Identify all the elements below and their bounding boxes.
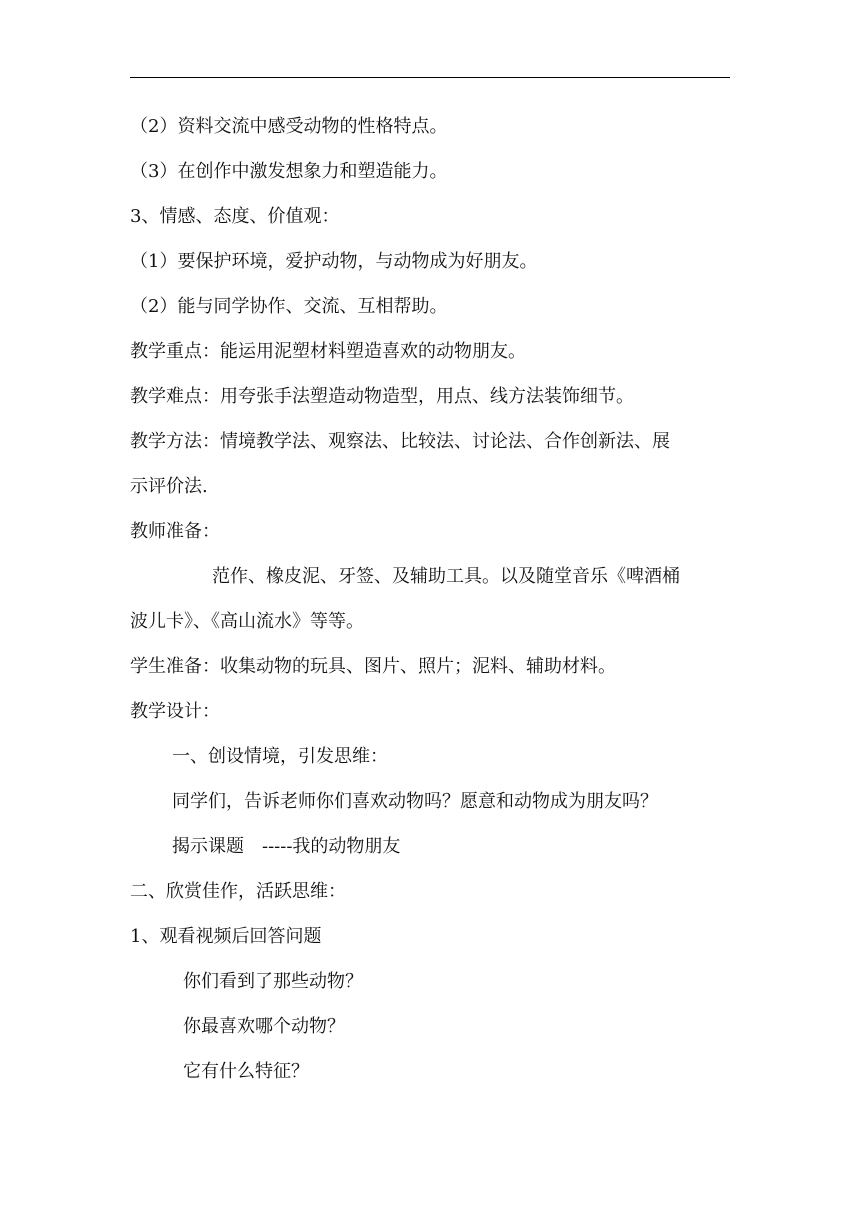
teaching-methods: 教学方法：情境教学法、观察法、比较法、讨论法、合作创新法、展 [130,431,670,452]
question-2: 你最喜欢哪个动物？ [183,1016,345,1037]
text-line-value-2: （2）能与同学协作、交流、互相帮助。 [130,296,448,317]
question-3: 它有什么特征？ [183,1061,309,1082]
teacher-prep-text: 范作、橡皮泥、牙签、及辅助工具。以及随堂音乐《啤酒桶 [212,566,680,587]
heading-emotion-values: 3、情感、态度、价值观： [130,206,340,227]
text-line-value-1: （1）要保护环境，爱护动物，与动物成为好朋友。 [130,251,538,272]
text-line-goal-2: （2）资料交流中感受动物的性格特点。 [130,116,448,137]
text-line-goal-3: （3）在创作中激发想象力和塑造能力。 [130,161,448,182]
teacher-prep-heading: 教师准备： [130,521,220,542]
student-prep: 学生准备：收集动物的玩具、图片、照片；泥料、辅助材料。 [130,656,616,677]
section-2-item-1: 1、观看视频后回答问题 [130,926,322,947]
teacher-prep-text-cont: 波儿卡》、《高山流水》等等。 [130,611,364,632]
question-1: 你们看到了那些动物？ [183,971,363,992]
teaching-design-heading: 教学设计： [130,701,220,722]
teaching-difficulty: 教学难点：用夸张手法塑造动物造型，用点、线方法装饰细节。 [130,386,634,407]
section-1-topic: 揭示课题 -----我的动物朋友 [172,836,401,857]
teaching-focus: 教学重点：能运用泥塑材料塑造喜欢的动物朋友。 [130,341,526,362]
header-rule [130,77,730,78]
teaching-methods-cont: 示评价法. [130,476,208,497]
section-1-heading: 一、创设情境，引发思维： [172,746,388,767]
section-2-heading: 二、欣赏佳作，活跃思维： [130,881,346,902]
section-1-question: 同学们，告诉老师你们喜欢动物吗？愿意和动物成为朋友吗？ [172,791,658,812]
